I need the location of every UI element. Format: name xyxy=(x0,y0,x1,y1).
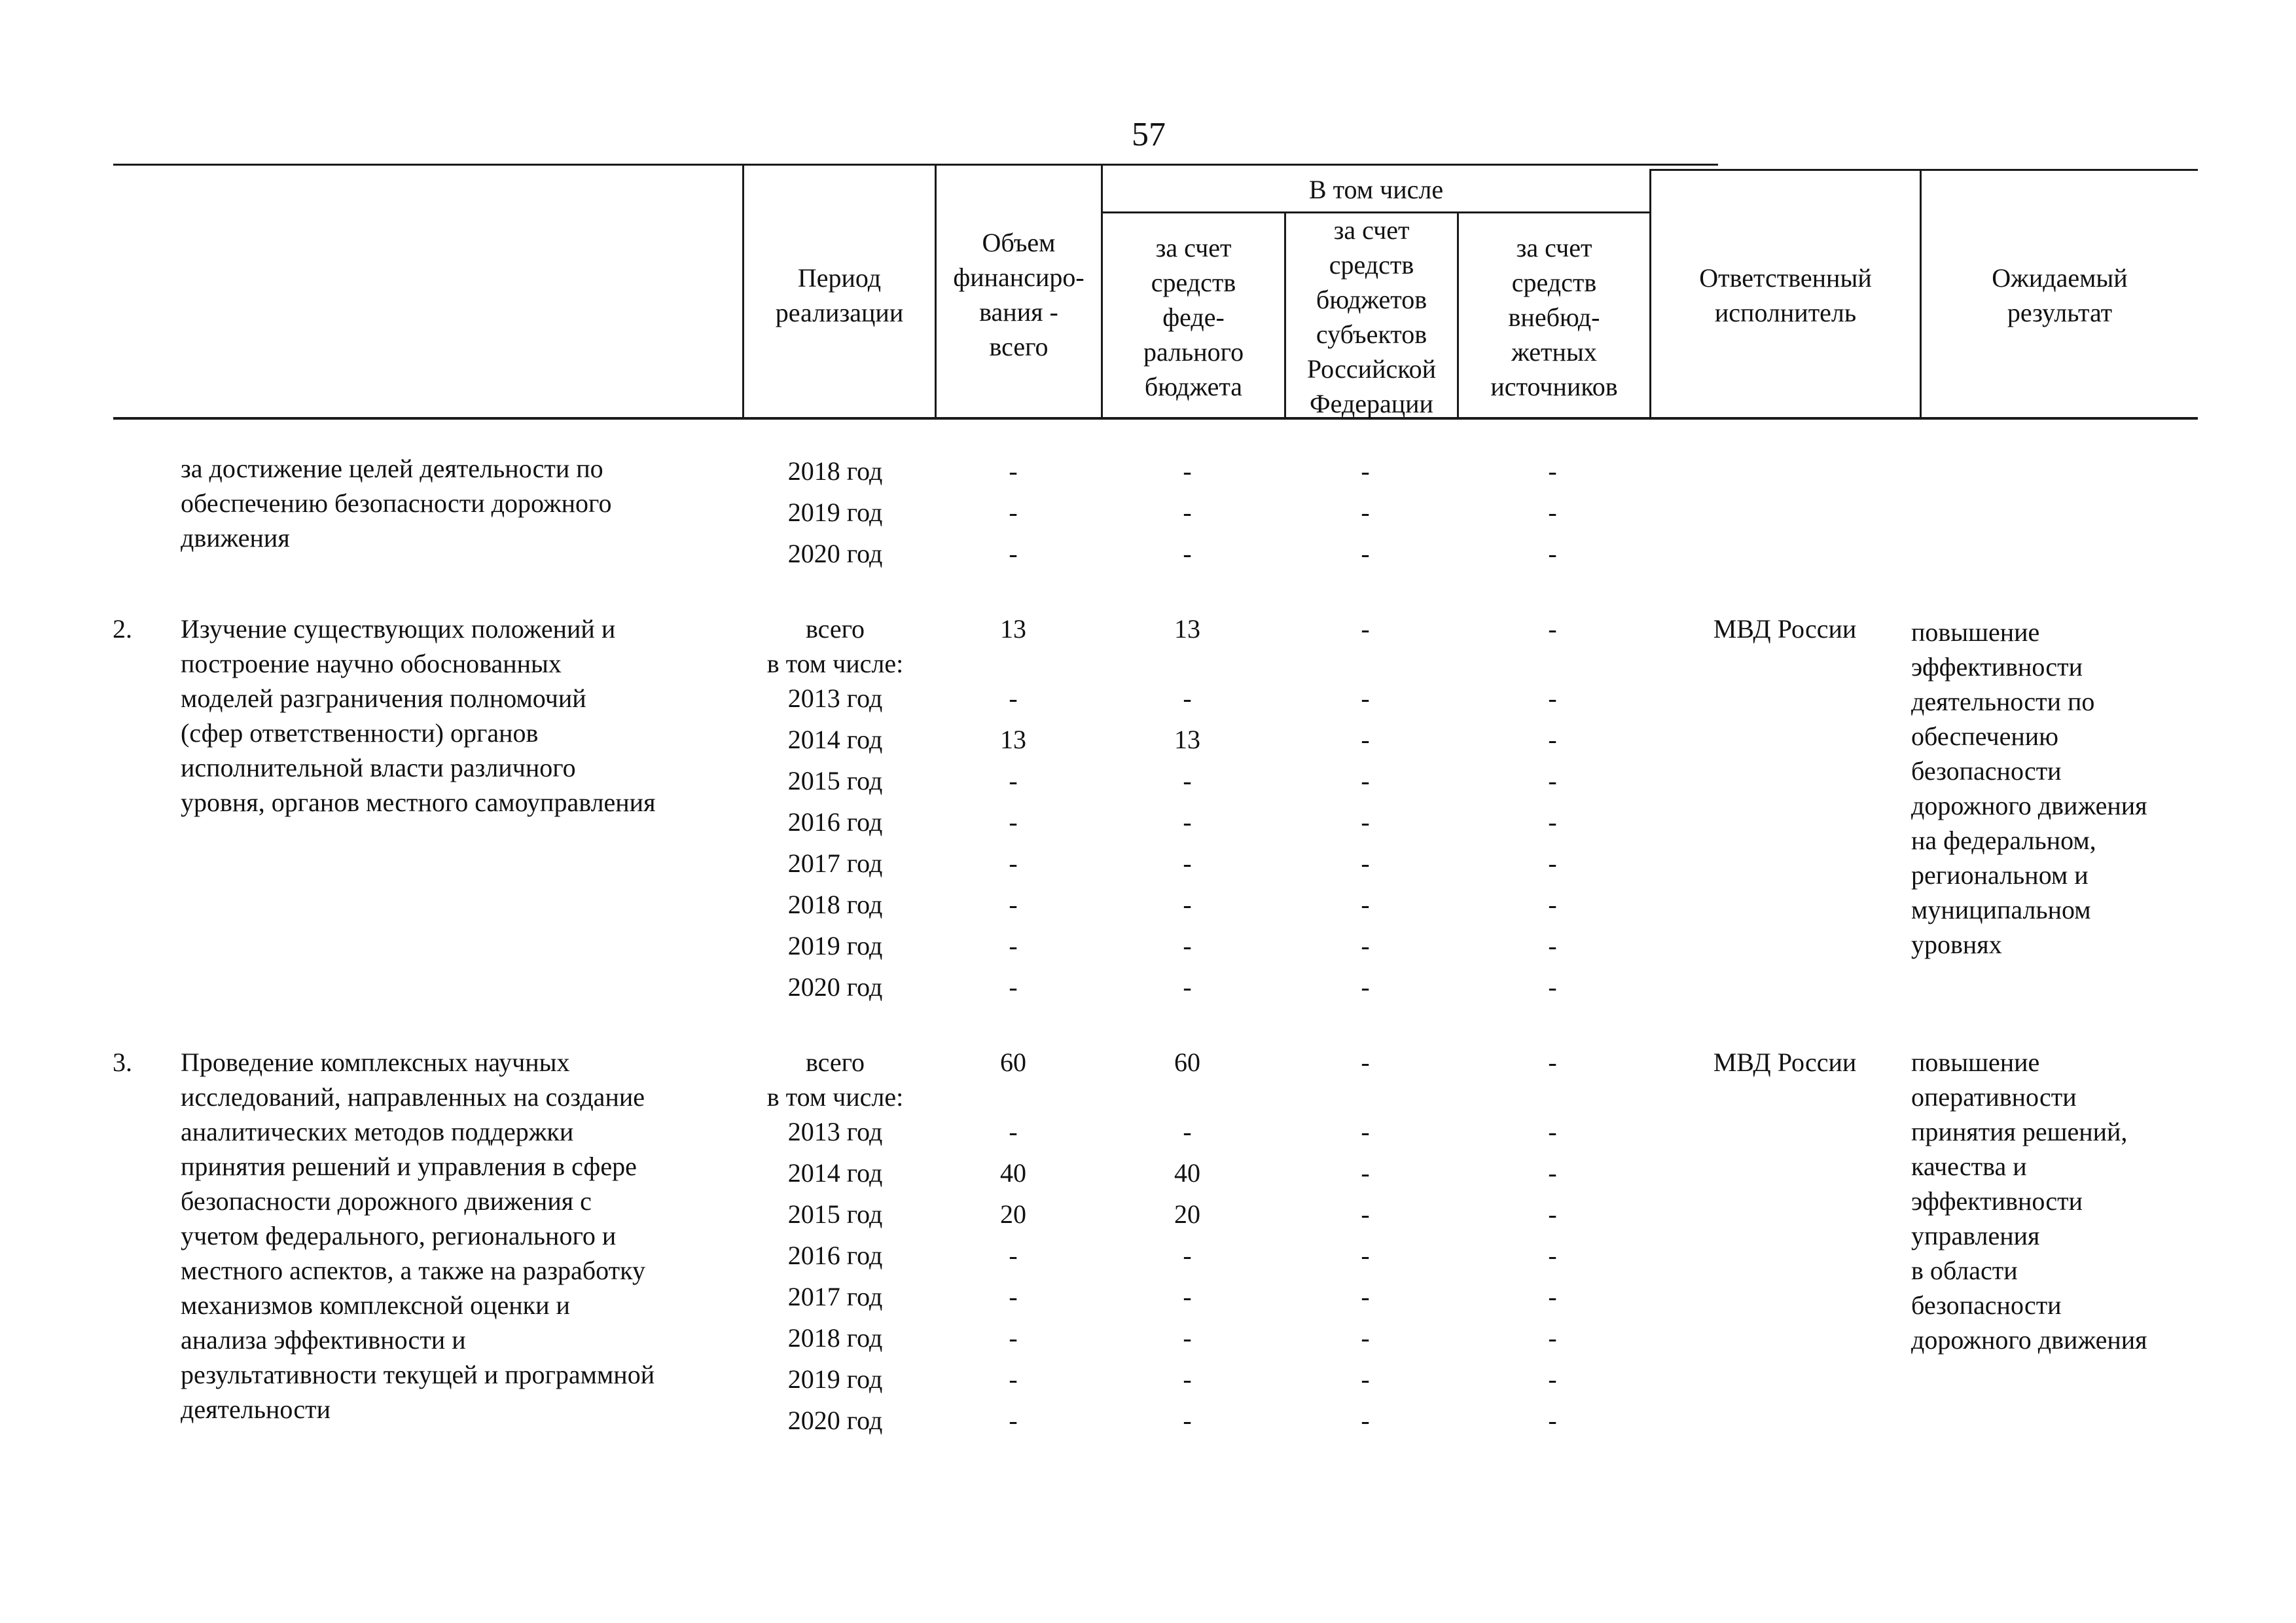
header-extrabudget: за счет средств внебюд- жетных источников xyxy=(1490,233,1618,401)
item-2-row-4-regional: - xyxy=(1361,766,1370,795)
item-2-executor: МВД России xyxy=(1713,614,1857,644)
item-3-row-3-period: 2014 год xyxy=(787,1158,883,1188)
item-3-executor: МВД России xyxy=(1713,1048,1857,1077)
continuation-row-1-period: 2019 год xyxy=(787,498,883,527)
item-3-row-6-total: - xyxy=(1009,1282,1018,1311)
header-top-rule-right xyxy=(1649,169,2198,171)
item-3-row-2-period: 2013 год xyxy=(787,1117,883,1146)
item-2-row-3-total: 13 xyxy=(1000,725,1026,754)
item-2-row-9-extra: - xyxy=(1548,972,1557,1002)
item-2-row-8-total: - xyxy=(1009,931,1018,960)
item-2-row-7-federal: - xyxy=(1183,890,1192,919)
item-3-row-5-federal: - xyxy=(1183,1241,1192,1270)
item-3-row-5-extra: - xyxy=(1548,1241,1557,1270)
continuation-row-0-total: - xyxy=(1009,456,1018,486)
item-3-row-6-extra: - xyxy=(1548,1282,1557,1311)
item-3-row-4-regional: - xyxy=(1361,1199,1370,1229)
item-3-row-4-period: 2015 год xyxy=(787,1199,883,1229)
item-3-row-0-regional: - xyxy=(1361,1048,1370,1077)
item-3-row-8-federal: - xyxy=(1183,1364,1192,1394)
item-2-row-3-regional: - xyxy=(1361,725,1370,754)
continuation-row-1-extra: - xyxy=(1548,498,1557,527)
item-3-row-2-total: - xyxy=(1009,1117,1018,1146)
item-2-row-0-period: всего xyxy=(805,614,865,644)
item-3-row-4-total: 20 xyxy=(1000,1199,1026,1229)
item-3-row-7-federal: - xyxy=(1183,1323,1192,1353)
item-3-row-0-federal: 60 xyxy=(1174,1048,1200,1077)
continuation-row-0-federal: - xyxy=(1183,456,1192,486)
item-3-row-4-extra: - xyxy=(1548,1199,1557,1229)
continuation-description: за достижение целей деятельности по обеспечению безопасности дорожного движения xyxy=(181,454,612,553)
page-number: 57 xyxy=(1132,116,1166,153)
item-2-row-5-federal: - xyxy=(1183,807,1192,837)
item-3-row-8-extra: - xyxy=(1548,1364,1557,1394)
item-3-row-4-federal: 20 xyxy=(1174,1199,1200,1229)
continuation-row-2-federal: - xyxy=(1183,539,1192,568)
item-3-row-7-regional: - xyxy=(1361,1323,1370,1353)
item-2-row-0-regional: - xyxy=(1361,614,1370,644)
item-3-row-6-regional: - xyxy=(1361,1282,1370,1311)
continuation-row-2-total: - xyxy=(1009,539,1018,568)
item-2-row-8-regional: - xyxy=(1361,931,1370,960)
continuation-row-1-federal: - xyxy=(1183,498,1192,527)
header-bottom-rule xyxy=(113,417,2198,420)
item-3-row-5-regional: - xyxy=(1361,1241,1370,1270)
item-2-row-2-regional: - xyxy=(1361,684,1370,713)
item-3-row-3-regional: - xyxy=(1361,1158,1370,1188)
item-2-row-9-period: 2020 год xyxy=(787,972,883,1002)
item-2-row-6-extra: - xyxy=(1548,848,1557,878)
item-2-number: 2. xyxy=(113,614,132,644)
header-volume: Объем финансиро- вания - всего xyxy=(953,228,1085,361)
item-2-row-4-federal: - xyxy=(1183,766,1192,795)
item-2-row-7-regional: - xyxy=(1361,890,1370,919)
item-2-row-3-extra: - xyxy=(1548,725,1557,754)
item-2-row-4-extra: - xyxy=(1548,766,1557,795)
item-2-row-2-extra: - xyxy=(1548,684,1557,713)
item-3-row-3-federal: 40 xyxy=(1174,1158,1200,1188)
item-3-row-5-total: - xyxy=(1009,1241,1018,1270)
item-3-row-0-total: 60 xyxy=(1000,1048,1026,1077)
item-2-row-7-period: 2018 год xyxy=(787,890,883,919)
item-2-row-9-total: - xyxy=(1009,972,1018,1002)
item-2-row-2-total: - xyxy=(1009,684,1018,713)
item-3-row-0-extra: - xyxy=(1548,1048,1557,1077)
item-3-row-6-period: 2017 год xyxy=(787,1282,883,1311)
item-3-row-7-period: 2018 год xyxy=(787,1323,883,1353)
item-2-row-1-period: в том числе: xyxy=(766,649,904,678)
item-2-row-3-period: 2014 год xyxy=(787,725,883,754)
item-2-row-4-period: 2015 год xyxy=(787,766,883,795)
item-3-row-8-regional: - xyxy=(1361,1364,1370,1394)
item-3-row-6-federal: - xyxy=(1183,1282,1192,1311)
item-2-row-8-extra: - xyxy=(1548,931,1557,960)
continuation-row-0-period: 2018 год xyxy=(787,456,883,486)
item-3-row-8-period: 2019 год xyxy=(787,1364,883,1394)
item-2-row-9-federal: - xyxy=(1183,972,1192,1002)
item-2-row-6-regional: - xyxy=(1361,848,1370,878)
item-2-row-7-extra: - xyxy=(1548,890,1557,919)
header-result: Ожидаемый результат xyxy=(1992,263,2128,327)
item-3-row-0-period: всего xyxy=(805,1048,865,1077)
continuation-row-1-total: - xyxy=(1009,498,1018,527)
item-3-description: Проведение комплексных научных исследований, направленных на создание аналитических методов поддержки принятия решений и управления в сфере безопасности дорожного движения с учетом федерального, регионального и местного аспектов, а также на разработку механизмов комплексной оценки и анализа эффективности и результативности текущей и программной деятельности xyxy=(181,1048,655,1424)
header-top-rule xyxy=(113,164,1718,166)
item-2-row-0-federal: 13 xyxy=(1174,614,1200,644)
item-2-row-9-regional: - xyxy=(1361,972,1370,1002)
continuation-row-1-regional: - xyxy=(1361,498,1370,527)
item-3-row-9-federal: - xyxy=(1183,1406,1192,1435)
item-2-row-8-federal: - xyxy=(1183,931,1192,960)
item-3-row-1-period: в том числе: xyxy=(766,1082,904,1112)
item-2-row-4-total: - xyxy=(1009,766,1018,795)
item-2-row-5-extra: - xyxy=(1548,807,1557,837)
continuation-row-0-extra: - xyxy=(1548,456,1557,486)
item-3-row-9-extra: - xyxy=(1548,1406,1557,1435)
continuation-row-2-period: 2020 год xyxy=(787,539,883,568)
item-2-row-5-period: 2016 год xyxy=(787,807,883,837)
item-3-number: 3. xyxy=(113,1048,132,1077)
header-executor: Ответственный исполнитель xyxy=(1699,263,1872,327)
header-regional: за счет средств бюджетов субъектов Российской Федерации xyxy=(1306,215,1437,418)
item-3-row-2-federal: - xyxy=(1183,1117,1192,1146)
header-federal: за счет средств феде- рального бюджета xyxy=(1143,233,1244,401)
item-3-row-9-period: 2020 год xyxy=(787,1406,883,1435)
header-including: В том числе xyxy=(1308,175,1444,204)
item-2-row-3-federal: 13 xyxy=(1174,725,1200,754)
item-2-result: повышение эффективности деятельности по обеспечению безопасности дорожного движения на федеральном, региональном и муниципальном уровнях xyxy=(1911,617,2147,959)
item-3-row-9-total: - xyxy=(1009,1406,1018,1435)
item-2-row-6-federal: - xyxy=(1183,848,1192,878)
item-3-row-2-extra: - xyxy=(1548,1117,1557,1146)
item-2-row-0-extra: - xyxy=(1548,614,1557,644)
item-2-row-2-federal: - xyxy=(1183,684,1192,713)
item-2-row-5-regional: - xyxy=(1361,807,1370,837)
continuation-row-2-extra: - xyxy=(1548,539,1557,568)
item-3-row-7-total: - xyxy=(1009,1323,1018,1353)
item-3-row-7-extra: - xyxy=(1548,1323,1557,1353)
item-3-result: повышение оперативности принятия решений, качества и эффективности управления в области безопасности дорожного движения xyxy=(1911,1048,2147,1355)
item-2-row-5-total: - xyxy=(1009,807,1018,837)
header-period: Период реализации xyxy=(775,263,904,327)
continuation-row-2-regional: - xyxy=(1361,539,1370,568)
item-2-row-0-total: 13 xyxy=(1000,614,1026,644)
item-2-row-6-total: - xyxy=(1009,848,1018,878)
item-3-row-9-regional: - xyxy=(1361,1406,1370,1435)
item-3-row-8-total: - xyxy=(1009,1364,1018,1394)
item-2-row-7-total: - xyxy=(1009,890,1018,919)
item-2-row-2-period: 2013 год xyxy=(787,684,883,713)
continuation-row-0-regional: - xyxy=(1361,456,1370,486)
item-3-row-5-period: 2016 год xyxy=(787,1241,883,1270)
item-2-description: Изучение существующих положений и построение научно обоснованных моделей разграничения полномочий (сфер ответственности) органов исполнительной власти различного уровня, органов местного самоуправления xyxy=(181,614,656,817)
item-3-row-2-regional: - xyxy=(1361,1117,1370,1146)
item-2-row-6-period: 2017 год xyxy=(787,848,883,878)
item-3-row-3-extra: - xyxy=(1548,1158,1557,1188)
item-2-row-8-period: 2019 год xyxy=(787,931,883,960)
item-3-row-3-total: 40 xyxy=(1000,1158,1026,1188)
